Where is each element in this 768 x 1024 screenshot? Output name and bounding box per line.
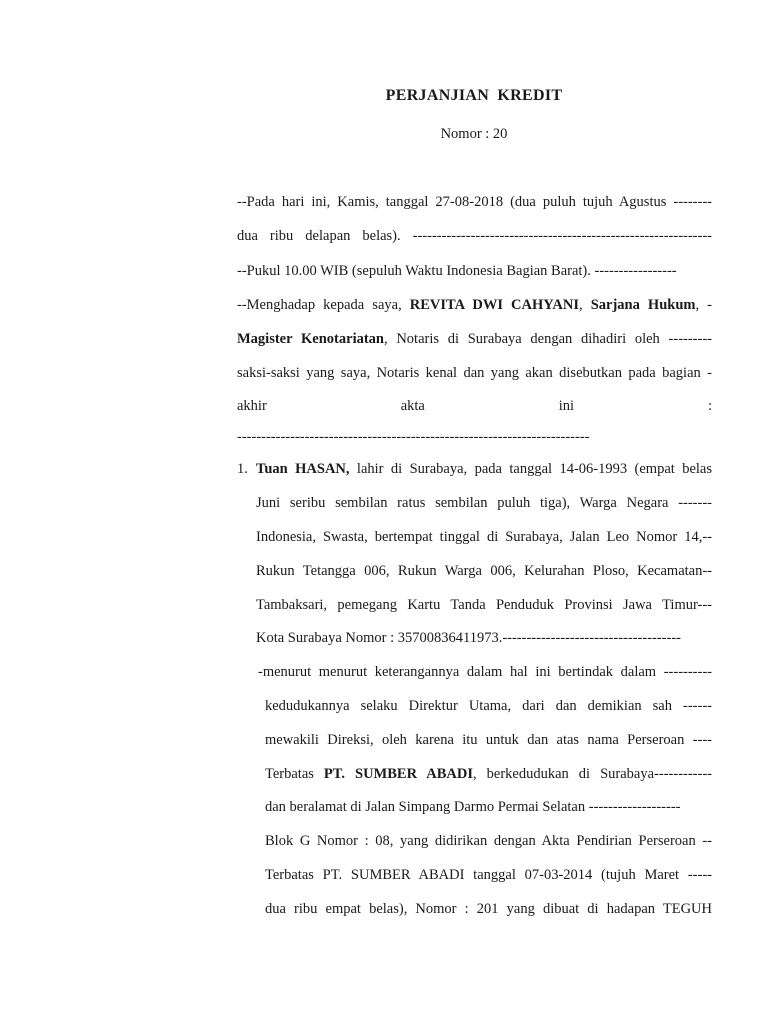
company-name: PT. SUMBER ABADI bbox=[323, 766, 473, 782]
notary-degree-1: Sarjana Hukum bbox=[590, 297, 696, 313]
intro-line-5-post: , Notaris di Surabaya dengan dihadiri oleh --------- bbox=[383, 331, 712, 347]
representation-line-2: kedudukannya selaku Direktur Utama, dari dan demikian sah ------ bbox=[265, 698, 712, 714]
representation-line-4-pre: Terbatas bbox=[265, 766, 324, 782]
party-1-line-4: Rukun Tetangga 006, Rukun Warga 006, Kelurahan Ploso, Kecamatan-- bbox=[256, 563, 712, 579]
intro-line-4-pre: --Menghadap kepada saya, bbox=[237, 297, 410, 313]
intro-line-4-post: , - bbox=[695, 297, 712, 313]
notary-name: REVITA DWI CAHYANI bbox=[409, 297, 579, 313]
intro-line-7 bbox=[237, 396, 712, 416]
representation-line-3: mewakili Direksi, oleh karena itu untuk dan atas nama Perseroan ---- bbox=[265, 732, 712, 748]
representation-line-8: dua ribu empat belas), Nomor : 201 yang dibuat di hadapan TEGUH bbox=[265, 901, 712, 917]
notary-degree-2: Magister Kenotariatan bbox=[237, 331, 384, 347]
representation-line-7: Terbatas PT. SUMBER ABADI tanggal 07-03-2014 (tujuh Maret ----- bbox=[265, 867, 712, 883]
party-1-line-1 bbox=[256, 459, 712, 479]
representation-line-6: Blok G Nomor : 08, yang didirikan dengan Akta Pendirian Perseroan -- bbox=[265, 833, 712, 849]
intro-line-7-word-2: akta bbox=[400, 398, 425, 414]
intro-line-7-word-1: akhir bbox=[237, 398, 267, 414]
document-number: Nomor : 20 bbox=[440, 126, 508, 142]
intro-line-5 bbox=[237, 329, 712, 349]
intro-line-4-mid: , bbox=[579, 297, 591, 313]
representation-line-1: -menurut menurut keterangannya dalam hal ini bertindak dalam ---------- bbox=[258, 664, 712, 680]
party-1-line-1-post: lahir di Surabaya, pada tanggal 14-06-1993 (empat belas bbox=[349, 461, 712, 477]
party-1-line-2: Juni seribu sembilan ratus sembilan puluh tiga), Warga Negara ------- bbox=[256, 495, 712, 511]
intro-line-7-word-3: ini bbox=[558, 398, 575, 414]
party-1-name: Tuan HASAN, bbox=[256, 461, 350, 477]
intro-line-6: saksi-saksi yang saya, Notaris kenal dan yang akan disebutkan pada bagian - bbox=[237, 365, 712, 381]
intro-line-1: --Pada hari ini, Kamis, tanggal 27-08-2018 (dua puluh tujuh Agustus -------- bbox=[237, 194, 712, 210]
party-1-number: 1. bbox=[237, 461, 248, 477]
intro-line-7-word-4: : bbox=[707, 398, 712, 414]
representation-line-4 bbox=[265, 764, 712, 784]
intro-line-3: --Pukul 10.00 WIB (sepuluh Waktu Indonesia Bagian Barat). ----------------- bbox=[237, 263, 677, 279]
intro-line-4 bbox=[237, 295, 712, 315]
party-1-line-5: Tambaksari, pemegang Kartu Tanda Penduduk Provinsi Jawa Timur--- bbox=[256, 597, 712, 613]
representation-line-4-post: , berkedudukan di Surabaya------------ bbox=[473, 766, 712, 782]
party-1-line-6: Kota Surabaya Nomor : 35700836411973.------------------------------------- bbox=[256, 630, 681, 646]
document-title: PERJANJIAN KREDIT bbox=[385, 87, 563, 104]
intro-line-2: dua ribu delapan belas). -------------------------------------------------------------- bbox=[237, 228, 712, 244]
intro-line-8: ------------------------------------------------------------------------- bbox=[237, 429, 590, 445]
party-1-line-3: Indonesia, Swasta, bertempat tinggal di Surabaya, Jalan Leo Nomor 14,-- bbox=[256, 529, 712, 545]
representation-line-5: dan beralamat di Jalan Simpang Darmo Permai Selatan ------------------- bbox=[265, 799, 681, 815]
